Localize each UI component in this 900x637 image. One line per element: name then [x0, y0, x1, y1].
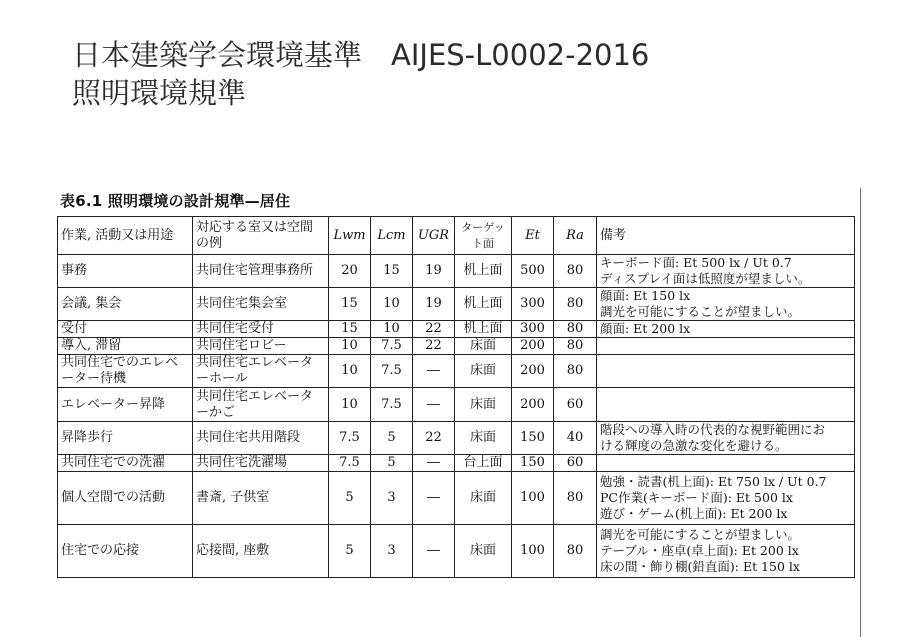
cell-ugr: 22 — [413, 422, 455, 455]
header-ugr: UGR — [413, 217, 455, 255]
table-row — [58, 525, 855, 578]
cell-lcm: 7.5 — [371, 338, 413, 355]
cell-room: 共同住宅エレベーターかご — [193, 388, 329, 422]
cell-ugr: 22 — [413, 338, 455, 355]
header-room: 対応する室又は空間の例 — [193, 217, 329, 255]
table-row — [58, 388, 855, 422]
cell-lwm: 10 — [329, 355, 371, 388]
cell-room: 共同住宅洗濯場 — [193, 455, 329, 472]
cell-ugr: ― — [413, 355, 455, 388]
note-line: PC作業(キーボード面): Et 500 lx — [600, 490, 793, 505]
cell-et: 200 — [512, 355, 554, 388]
cell-et: 150 — [512, 422, 554, 455]
cell-lwm: 15 — [329, 288, 371, 321]
cell-target: 机上面 — [455, 288, 512, 321]
cell-ugr: ― — [413, 388, 455, 422]
cell-et: 300 — [512, 321, 554, 338]
cell-activity: 会議, 集会 — [58, 288, 193, 321]
cell-notes — [597, 338, 855, 355]
cell-ugr: 22 — [413, 321, 455, 338]
cell-activity: 導入, 滞留 — [58, 338, 193, 355]
cell-target: 床面 — [455, 525, 512, 578]
cell-et: 200 — [512, 388, 554, 422]
cell-lcm: 5 — [371, 455, 413, 472]
cell-room: 共同住宅管理事務所 — [193, 255, 329, 288]
cell-et: 200 — [512, 338, 554, 355]
table-row — [58, 321, 855, 338]
cell-et: 150 — [512, 455, 554, 472]
note-line: 階段への導入時の代表的な視野範囲にお — [600, 422, 826, 437]
cell-lwm: 20 — [329, 255, 371, 288]
cell-target: 床面 — [455, 355, 512, 388]
cell-lcm: 10 — [371, 288, 413, 321]
cell-notes — [597, 288, 855, 321]
table-row — [58, 355, 855, 388]
note-line: 床の間・飾り棚(鉛直面): Et 150 lx — [600, 559, 800, 574]
cell-lwm: 10 — [329, 388, 371, 422]
note-line: テーブル・座卓(卓上面): Et 200 lx — [600, 543, 799, 558]
cell-notes — [597, 355, 855, 388]
cell-ugr: ― — [413, 472, 455, 525]
cell-lwm: 10 — [329, 338, 371, 355]
cell-et: 100 — [512, 472, 554, 525]
header-notes: 備考 — [597, 217, 855, 255]
cell-target: 机上面 — [455, 321, 512, 338]
cell-target: 床面 — [455, 422, 512, 455]
cell-room: 共同住宅エレベーターホール — [193, 355, 329, 388]
cell-ra: 80 — [554, 321, 597, 338]
cell-ugr: ― — [413, 525, 455, 578]
cell-et: 100 — [512, 525, 554, 578]
cell-activity: 受付 — [58, 321, 193, 338]
header-row — [58, 217, 855, 255]
cell-activity: 事務 — [58, 255, 193, 288]
cell-activity: 昇降歩行 — [58, 422, 193, 455]
cell-target: 机上面 — [455, 255, 512, 288]
cell-lwm: 5 — [329, 472, 371, 525]
cell-notes — [597, 255, 855, 288]
cell-notes — [597, 525, 855, 578]
cell-lwm: 15 — [329, 321, 371, 338]
cell-ra: 60 — [554, 455, 597, 472]
cell-ra: 80 — [554, 338, 597, 355]
header-ra: Ra — [554, 217, 597, 255]
table-row — [58, 472, 855, 525]
cell-activity: エレベーター昇降 — [58, 388, 193, 422]
cell-notes — [597, 472, 855, 525]
cell-room: 書斎, 子供室 — [193, 472, 329, 525]
note-line: 調光を可能にすることが望ましい。 — [600, 527, 801, 542]
note-line: 調光を可能にすることが望ましい。 — [600, 304, 801, 319]
cell-notes — [597, 321, 855, 338]
cell-ugr: 19 — [413, 255, 455, 288]
cell-room: 共同住宅共用階段 — [193, 422, 329, 455]
cell-room: 共同住宅受付 — [193, 321, 329, 338]
cell-notes — [597, 455, 855, 472]
cell-lcm: 3 — [371, 525, 413, 578]
note-line: 顔面: Et 150 lx — [600, 288, 691, 303]
cell-lcm: 5 — [371, 422, 413, 455]
cell-ugr: 19 — [413, 288, 455, 321]
cell-ra: 80 — [554, 355, 597, 388]
table-row — [58, 422, 855, 455]
cell-lcm: 15 — [371, 255, 413, 288]
cell-lcm: 7.5 — [371, 388, 413, 422]
lighting-criteria-table — [57, 216, 855, 578]
table-row — [58, 455, 855, 472]
cell-ra: 80 — [554, 288, 597, 321]
cell-activity: 共同住宅でのエレベーター待機 — [58, 355, 193, 388]
page-title — [72, 36, 649, 112]
page-title-line-2: 照明環境規準 — [72, 76, 247, 110]
table-row — [58, 338, 855, 355]
cell-target: 床面 — [455, 338, 512, 355]
note-line: キーボード面: Et 500 lx / Ut 0.7 — [600, 255, 792, 270]
note-line: 顔面: Et 200 lx — [600, 321, 691, 336]
cell-ra: 40 — [554, 422, 597, 455]
header-et: Et — [512, 217, 554, 255]
cell-lcm: 3 — [371, 472, 413, 525]
cell-ra: 80 — [554, 255, 597, 288]
cell-lcm: 10 — [371, 321, 413, 338]
cell-activity: 住宅での応接 — [58, 525, 193, 578]
cell-ra: 60 — [554, 388, 597, 422]
page-edge-line — [860, 188, 861, 637]
note-line: 遊び・ゲーム(机上面): Et 200 lx — [600, 506, 788, 521]
table-row — [58, 288, 855, 321]
cell-room: 共同住宅集会室 — [193, 288, 329, 321]
table-caption: 表6.1 照明環境の設計規準—居住 — [60, 192, 291, 210]
note-line: ディスプレイ面は低照度が望ましい。 — [600, 271, 811, 286]
cell-activity: 個人空間での活動 — [58, 472, 193, 525]
page-title-line-1: 日本建築学会環境基準 AIJES-L0002-2016 — [72, 38, 650, 72]
cell-target: 床面 — [455, 472, 512, 525]
table-row — [58, 255, 855, 288]
cell-lwm: 7.5 — [329, 455, 371, 472]
note-line: ける輝度の急激な変化を避ける。 — [600, 438, 788, 453]
cell-room: 共同住宅ロビー — [193, 338, 329, 355]
cell-ra: 80 — [554, 472, 597, 525]
cell-notes — [597, 422, 855, 455]
header-lwm: Lwm — [329, 217, 371, 255]
cell-target: 床面 — [455, 388, 512, 422]
header-target-plane: ターゲット面 — [455, 217, 512, 255]
cell-lcm: 7.5 — [371, 355, 413, 388]
cell-ugr: ― — [413, 455, 455, 472]
cell-lwm: 7.5 — [329, 422, 371, 455]
header-activity: 作業, 活動又は用途 — [58, 217, 193, 255]
cell-et: 300 — [512, 288, 554, 321]
cell-notes — [597, 388, 855, 422]
cell-ra: 80 — [554, 525, 597, 578]
cell-lwm: 5 — [329, 525, 371, 578]
cell-room: 応接間, 座敷 — [193, 525, 329, 578]
header-lcm: Lcm — [371, 217, 413, 255]
cell-target: 台上面 — [455, 455, 512, 472]
cell-activity: 共同住宅での洗濯 — [58, 455, 193, 472]
note-line: 勉強・読書(机上面): Et 750 lx / Ut 0.7 — [600, 474, 827, 489]
cell-et: 500 — [512, 255, 554, 288]
